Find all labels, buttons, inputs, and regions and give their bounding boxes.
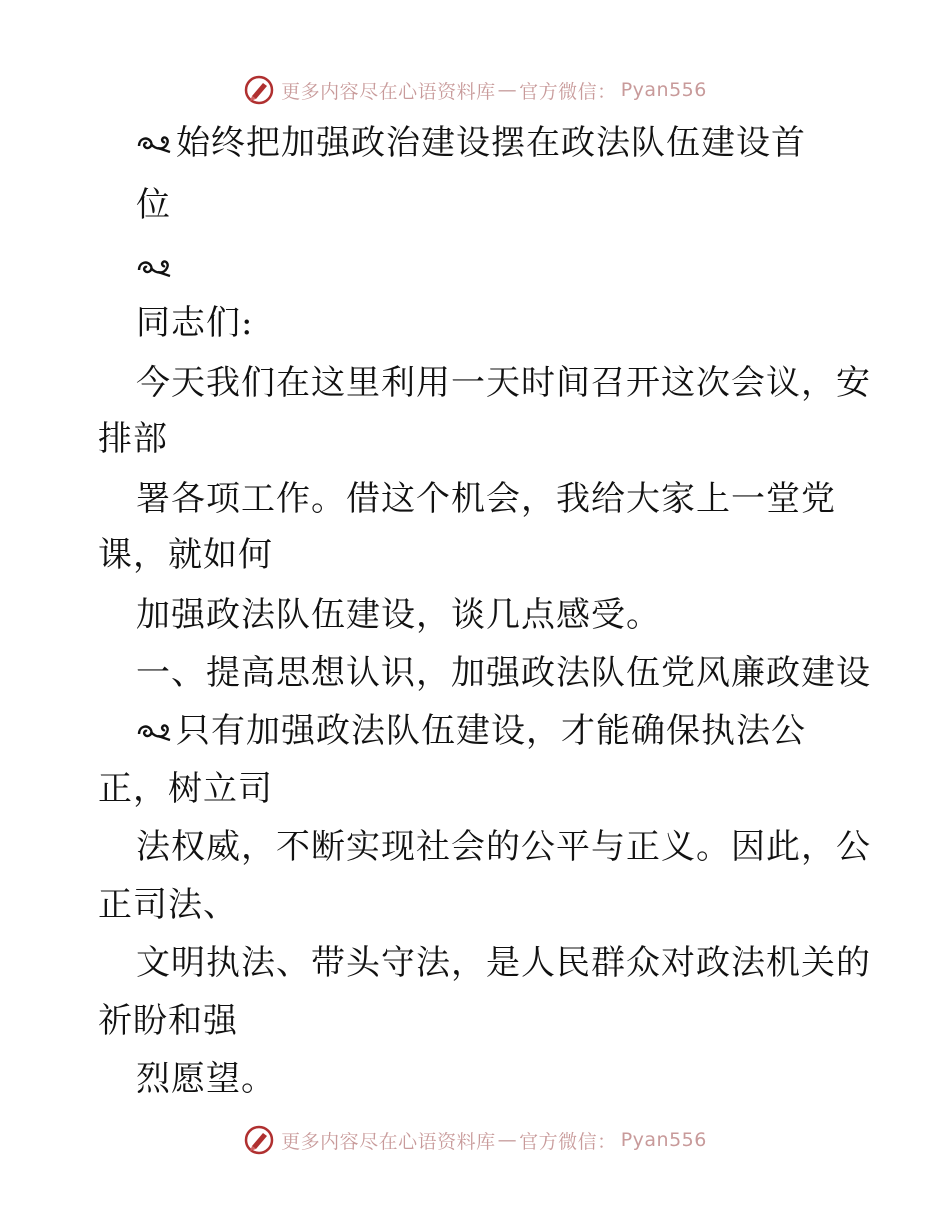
watermark-separator: — xyxy=(497,79,518,101)
text-line xyxy=(136,1054,276,1104)
line-text: 署各项工作。借这个机会，我给大家上一堂党 xyxy=(136,479,836,519)
line-text: 位 xyxy=(136,185,171,225)
text-line xyxy=(98,996,238,1046)
text-line xyxy=(136,822,871,872)
text-line xyxy=(136,298,253,348)
line-text: 一、提高思想认识，加强政法队伍党风廉政建设 xyxy=(136,653,871,693)
watermark-wechat-label: 官方微信： xyxy=(519,1130,617,1153)
text-line xyxy=(98,414,168,464)
line-text: 同志们: xyxy=(136,303,254,343)
watermark-wechat-label: 官方微信： xyxy=(519,80,617,103)
text-line xyxy=(136,118,806,168)
line-text: 始终把加强政治建设摆在政法队伍建设首 xyxy=(176,123,806,163)
text-line xyxy=(136,938,871,988)
line-text: 法权威，不断实现社会的公平与正义。因此，公 xyxy=(136,827,871,867)
pen-logo-icon xyxy=(243,74,275,106)
text-line xyxy=(98,764,273,814)
line-text: 只有加强政法队伍建设，才能确保执法公 xyxy=(176,711,806,751)
fleuron-icon xyxy=(136,256,174,280)
text-line xyxy=(136,358,871,408)
watermark-wechat-id: Pyan556 xyxy=(620,79,707,101)
watermark-text: 更多内容尽在心语资料库 xyxy=(281,80,496,103)
line-text: 加强政法队伍建设，谈几点感受。 xyxy=(136,595,661,635)
line-text: 课，就如何 xyxy=(98,535,273,575)
text-line xyxy=(98,880,238,930)
text-line xyxy=(136,242,176,292)
text-line xyxy=(136,648,871,698)
text-line xyxy=(136,180,171,230)
line-text: 今天我们在这里利用一天时间召开这次会议，安 xyxy=(136,363,871,403)
pen-logo-icon xyxy=(243,1124,275,1156)
fleuron-icon xyxy=(136,132,174,156)
text-line xyxy=(136,474,836,524)
line-text: 排部 xyxy=(98,419,168,459)
watermark-separator: — xyxy=(497,1129,518,1151)
text-line xyxy=(98,530,273,580)
watermark-wechat-id: Pyan556 xyxy=(620,1129,707,1151)
line-text: 烈愿望。 xyxy=(136,1059,276,1099)
line-text: 祈盼和强 xyxy=(98,1001,238,1041)
text-line xyxy=(136,706,806,756)
text-line xyxy=(136,590,661,640)
header-watermark xyxy=(0,70,950,110)
line-text: 文明执法、带头守法，是人民群众对政法机关的 xyxy=(136,943,871,983)
fleuron-icon xyxy=(136,720,174,744)
watermark-text: 更多内容尽在心语资料库 xyxy=(281,1130,496,1153)
footer-watermark xyxy=(0,1120,950,1160)
line-text: 正，树立司 xyxy=(98,769,273,809)
line-text: 正司法、 xyxy=(98,885,238,925)
